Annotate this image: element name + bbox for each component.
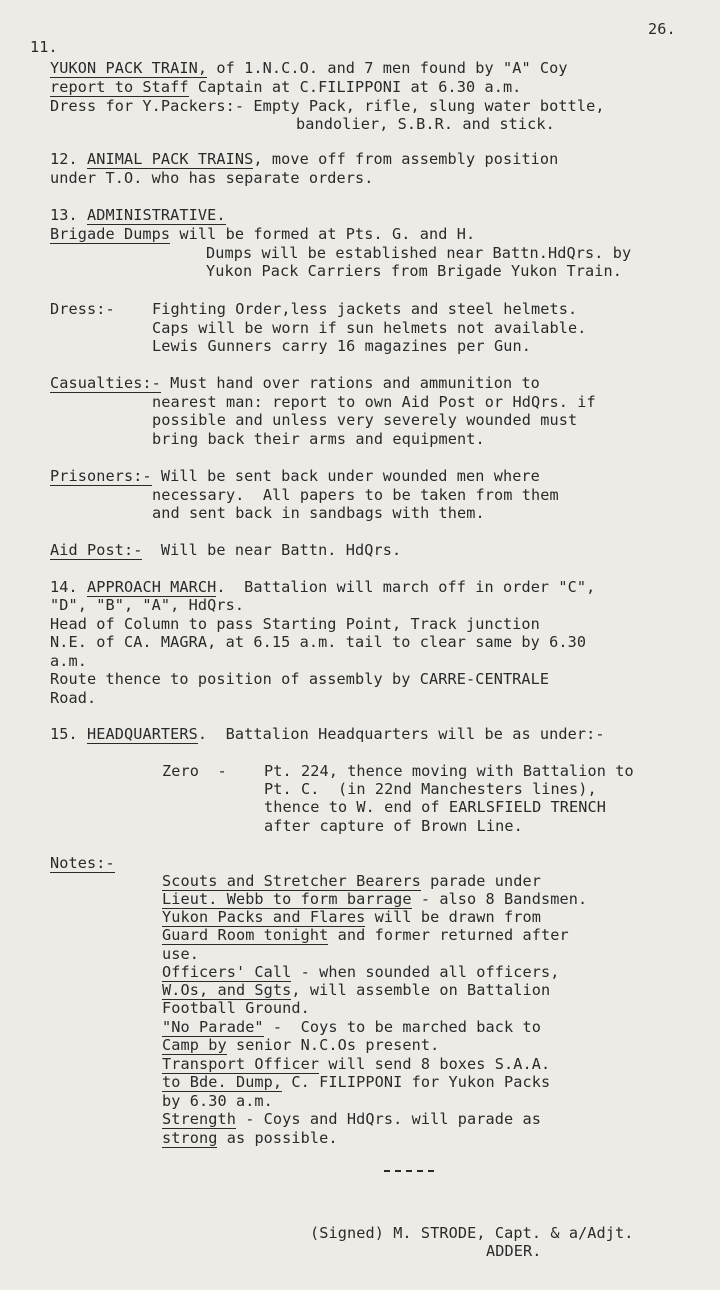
- note-line-14: Strength - Coys and HdQrs. will parade as: [162, 1110, 541, 1128]
- item-11-line-4: bandolier, S.B.R. and stick.: [296, 115, 555, 133]
- item-13-title: 13. ADMINISTRATIVE.: [50, 206, 226, 224]
- prisoners-label: Prisoners:-: [50, 467, 152, 485]
- note-line-4: Guard Room tonight and former returned after: [162, 926, 569, 944]
- note-line-1: Scouts and Stretcher Bearers parade under: [162, 872, 541, 890]
- notes-label: Notes:-: [50, 854, 115, 872]
- aid-post-line: Aid Post:- Will be near Battn. HdQrs.: [50, 541, 402, 559]
- item-14-line-4: N.E. of CA. MAGRA, at 6.15 a.m. tail to clear same by 6.30: [50, 633, 587, 651]
- item-13-line-1: Brigade Dumps will be formed at Pts. G. and H.: [50, 225, 476, 243]
- note-line-12: to Bde. Dump, C. FILIPPONI for Yukon Packs: [162, 1073, 551, 1091]
- note-line-7: W.Os, and Sgts, will assemble on Battalion: [162, 981, 551, 999]
- zero-line-2: Pt. C. (in 22nd Manchesters lines),: [264, 780, 597, 798]
- dress-line-2: Caps will be worn if sun helmets not available.: [152, 319, 587, 337]
- note-line-11: Transport Officer will send 8 boxes S.A.A.: [162, 1055, 551, 1073]
- note-line-9: "No Parade" - Coys to be marched back to: [162, 1018, 541, 1036]
- item-13-line-2: Dumps will be established near Battn.HdQrs. by: [206, 244, 632, 262]
- zero-label: Zero -: [162, 762, 227, 780]
- item-12-line-2: under T.O. who has separate orders.: [50, 169, 374, 187]
- item-12-line-1: 12. ANIMAL PACK TRAINS, move off from assembly position: [50, 150, 559, 168]
- separator-dashes: [384, 1170, 434, 1172]
- item-13-line-3: Yukon Pack Carriers from Brigade Yukon Train.: [206, 262, 622, 280]
- item-11-number: 11.: [30, 38, 58, 56]
- animal-pack-trains-heading: ANIMAL PACK TRAINS: [86, 150, 254, 168]
- casualties-line-1: Casualties:- Must hand over rations and ammunition to: [50, 374, 540, 392]
- headquarters-heading: HEADQUARTERS: [86, 725, 198, 743]
- item-11-line-1: YUKON PACK TRAIN, of 1.N.C.O. and 7 men found by "A" Coy: [50, 59, 568, 77]
- casualties-line-3: possible and unless very severely wounded must: [152, 411, 578, 429]
- zero-line-1: Pt. 224, thence moving with Battalion to: [264, 762, 634, 780]
- item-14-line-6: Route thence to position of assembly by CARRE-CENTRALE: [50, 670, 550, 688]
- note-line-10: Camp by senior N.C.Os present.: [162, 1036, 440, 1054]
- casualties-line-4: bring back their arms and equipment.: [152, 430, 485, 448]
- item-14-line-1: 14. APPROACH MARCH. Battalion will march off in order "C",: [50, 578, 596, 596]
- item-14-line-5: a.m.: [50, 652, 87, 670]
- note-line-15: strong as possible.: [162, 1129, 338, 1147]
- yukon-pack-train-heading: YUKON PACK TRAIN,: [50, 59, 208, 77]
- page-number: 26.: [648, 20, 676, 38]
- dress-line-3: Lewis Gunners carry 16 magazines per Gun.: [152, 337, 531, 355]
- zero-line-3: thence to W. end of EARLSFIELD TRENCH: [264, 798, 607, 816]
- item-11-line-2: report to Staff Captain at C.FILIPPONI at 6.30 a.m.: [50, 78, 522, 96]
- note-line-2: Lieut. Webb to form barrage - also 8 Bandsmen.: [162, 890, 588, 908]
- casualties-line-2: nearest man: report to own Aid Post or HdQrs. if: [152, 393, 596, 411]
- zero-line-4: after capture of Brown Line.: [264, 817, 523, 835]
- item-14-line-7: Road.: [50, 689, 97, 707]
- item-15-line-1: 15. HEADQUARTERS. Battalion Headquarters will be as under:-: [50, 725, 605, 743]
- dress-line-1: Fighting Order,less jackets and steel helmets.: [152, 300, 578, 318]
- prisoners-line-3: and sent back in sandbags with them.: [152, 504, 485, 522]
- approach-march-heading: APPROACH MARCH: [86, 578, 217, 596]
- administrative-heading: ADMINISTRATIVE.: [86, 206, 226, 224]
- note-line-5: use.: [162, 945, 199, 963]
- casualties-label: Casualties:-: [50, 374, 161, 392]
- signature-line-1: (Signed) M. STRODE, Capt. & a/Adjt.: [310, 1224, 634, 1242]
- signature-line-2: ADDER.: [486, 1242, 542, 1260]
- item-11-line-3: Dress for Y.Packers:- Empty Pack, rifle, slung water bottle,: [50, 97, 605, 115]
- note-line-6: Officers' Call - when sounded all officers,: [162, 963, 560, 981]
- item-14-line-3: Head of Column to pass Starting Point, Track junction: [50, 615, 540, 633]
- note-line-8: Football Ground.: [162, 999, 310, 1017]
- note-line-13: by 6.30 a.m.: [162, 1092, 273, 1110]
- note-line-3: Yukon Packs and Flares will be drawn from: [162, 908, 542, 926]
- aid-post-label: Aid Post:-: [50, 541, 143, 559]
- item-14-line-2: "D", "B", "A", HdQrs.: [50, 596, 245, 614]
- dress-label: Dress:-: [50, 300, 115, 318]
- prisoners-line-2: necessary. All papers to be taken from them: [152, 486, 559, 504]
- prisoners-line-1: Prisoners:- Will be sent back under wounded men where: [50, 467, 540, 485]
